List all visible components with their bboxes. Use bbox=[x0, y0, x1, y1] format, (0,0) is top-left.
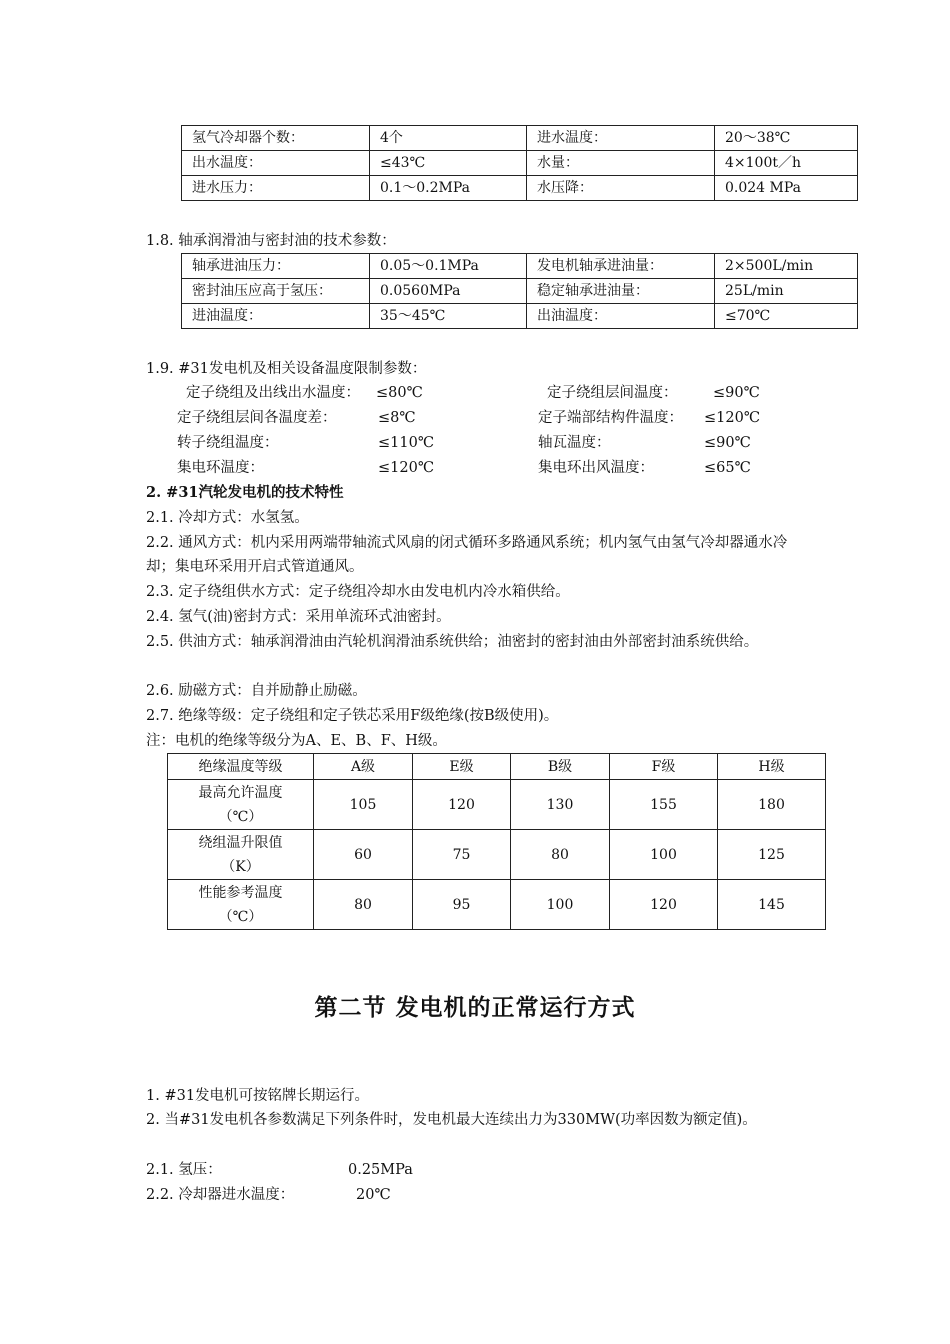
table-cell: 125 bbox=[718, 830, 826, 880]
table-cell: 130 bbox=[511, 780, 610, 830]
table-cell: 稳定轴承进油量： bbox=[527, 279, 715, 304]
row-unit: （℃） bbox=[218, 808, 263, 825]
limit-label: 集电环出风温度： bbox=[538, 460, 654, 476]
table-cell: 密封油压应高于氢压： bbox=[182, 279, 370, 304]
row-label-cell bbox=[168, 880, 314, 930]
limit-value: ≤90℃ bbox=[704, 435, 751, 451]
table-cell: 发电机轴承进油量： bbox=[527, 254, 715, 279]
table-cell: 进水温度： bbox=[527, 126, 715, 151]
condition-value: 20℃ bbox=[356, 1187, 391, 1203]
row-label-cell bbox=[168, 830, 314, 880]
list-item: 2.6. 励磁方式：自并励静止励磁。 bbox=[146, 683, 367, 699]
header-cell: A级 bbox=[314, 754, 413, 780]
table-row bbox=[168, 880, 826, 930]
table-cell: 120 bbox=[413, 780, 511, 830]
insulation-class-table bbox=[167, 753, 826, 930]
list-item: 2.3. 定子绕组供水方式：定子绕组冷却水由发电机内冷水箱供给。 bbox=[146, 584, 570, 600]
table-header-row bbox=[168, 754, 826, 780]
header-cell: H级 bbox=[718, 754, 826, 780]
table-cell: ≤70℃ bbox=[715, 304, 858, 329]
table-cell: 100 bbox=[511, 880, 610, 930]
limit-value: ≤120℃ bbox=[378, 460, 435, 476]
table-cell: 75 bbox=[413, 830, 511, 880]
table-row bbox=[182, 254, 858, 279]
header-cell: B级 bbox=[511, 754, 610, 780]
table-cell: 氢气冷却器个数： bbox=[182, 126, 370, 151]
header-cell: E级 bbox=[413, 754, 511, 780]
row-label: 绕组温升限值 bbox=[198, 834, 283, 851]
limit-value: ≤65℃ bbox=[704, 460, 751, 476]
limit-value: ≤90℃ bbox=[713, 385, 760, 401]
table-cell: 进水压力： bbox=[182, 176, 370, 201]
limit-label: 定子端部结构件温度： bbox=[538, 410, 683, 426]
table-cell: 180 bbox=[718, 780, 826, 830]
table-cell: 0.05～0.1MPa bbox=[370, 254, 527, 279]
section-1-9-heading: 1.9. #31发电机及相关设备温度限制参数： bbox=[146, 361, 427, 377]
list-item: 2.2. 通风方式：机内采用两端带轴流式风扇的闭式循环多路通风系统；机内氢气由氢气冷却器通水冷却；集电环采用开启式管道通风。 bbox=[146, 535, 788, 575]
note-text: 注：电机的绝缘等级分为A、E、B、F、H级。 bbox=[146, 733, 447, 749]
condition-value: 0.25MPa bbox=[348, 1162, 413, 1178]
table-cell: 进油温度： bbox=[182, 304, 370, 329]
table-cell: 35～45℃ bbox=[370, 304, 527, 329]
table-cell: 轴承进油压力： bbox=[182, 254, 370, 279]
table-cell: 60 bbox=[314, 830, 413, 880]
section-2-heading: 2. #31汽轮发电机的技术特性 bbox=[146, 484, 344, 501]
table-header bbox=[168, 754, 826, 780]
table-cell: 水压降： bbox=[527, 176, 715, 201]
limit-label: 定子绕组层间温度： bbox=[547, 385, 678, 401]
limit-label: 集电环温度： bbox=[177, 460, 264, 476]
row-unit: （℃） bbox=[218, 908, 263, 925]
section-1-8-heading: 1.8. 轴承润滑油与密封油的技术参数： bbox=[146, 233, 396, 249]
table-cell: 95 bbox=[413, 880, 511, 930]
table-row bbox=[182, 176, 858, 201]
table-cell: 105 bbox=[314, 780, 413, 830]
list-item: 1. #31发电机可按铭牌长期运行。 bbox=[146, 1088, 370, 1104]
row-label-cell bbox=[168, 780, 314, 830]
list-item: 2.5. 供油方式：轴承润滑油由汽轮机润滑油系统供给；油密封的密封油由外部密封油系统供给。 bbox=[146, 634, 759, 650]
list-item: 2.4. 氢气(油)密封方式：采用单流环式油密封。 bbox=[146, 609, 451, 625]
condition-label: 2.1. 氢压： bbox=[146, 1162, 222, 1178]
table-row bbox=[182, 304, 858, 329]
table-body bbox=[182, 254, 858, 329]
list-item: 2. 当#31发电机各参数满足下列条件时，发电机最大连续出力为330MW(功率因数为额定值)。 bbox=[146, 1112, 757, 1128]
table-cell: ≤43℃ bbox=[370, 151, 527, 176]
table-row bbox=[168, 780, 826, 830]
section-title: 第二节 发电机的正常运行方式 bbox=[314, 995, 636, 1021]
row-unit: （K） bbox=[221, 858, 260, 875]
hydrogen-cooler-table bbox=[181, 125, 858, 201]
table-body bbox=[168, 780, 826, 930]
header-cell: 绝缘温度等级 bbox=[168, 754, 314, 780]
limit-label: 定子绕组层间各温度差： bbox=[177, 410, 337, 426]
table-row bbox=[168, 830, 826, 880]
row-label: 最高允许温度 bbox=[198, 784, 283, 801]
table-cell: 0.1～0.2MPa bbox=[370, 176, 527, 201]
table-cell: 80 bbox=[314, 880, 413, 930]
table-row bbox=[182, 126, 858, 151]
limit-value: ≤120℃ bbox=[704, 410, 761, 426]
table-row bbox=[182, 151, 858, 176]
table-cell: 120 bbox=[610, 880, 718, 930]
table-cell: 2×500L/min bbox=[715, 254, 858, 279]
table-cell: 155 bbox=[610, 780, 718, 830]
limit-value: ≤110℃ bbox=[378, 435, 435, 451]
table-cell: 80 bbox=[511, 830, 610, 880]
table-cell: 4×100t／h bbox=[715, 151, 858, 176]
table-cell: 4个 bbox=[370, 126, 527, 151]
lubrication-oil-table bbox=[181, 253, 858, 329]
table-cell: 0.0560MPa bbox=[370, 279, 527, 304]
limit-label: 定子绕组及出线出水温度： bbox=[186, 385, 360, 401]
table-cell: 出油温度： bbox=[527, 304, 715, 329]
header-cell: F级 bbox=[610, 754, 718, 780]
table-cell: 水量： bbox=[527, 151, 715, 176]
table-cell: 出水温度： bbox=[182, 151, 370, 176]
limit-label: 轴瓦温度： bbox=[538, 435, 611, 451]
table-cell: 0.024 MPa bbox=[715, 176, 858, 201]
row-label: 性能参考温度 bbox=[198, 884, 283, 901]
table-row bbox=[182, 279, 858, 304]
list-item: 2.1. 冷却方式：水氢氢。 bbox=[146, 510, 309, 526]
table-cell: 100 bbox=[610, 830, 718, 880]
limit-label: 转子绕组温度： bbox=[177, 435, 279, 451]
limit-value: ≤8℃ bbox=[378, 410, 416, 426]
table-cell: 20～38℃ bbox=[715, 126, 858, 151]
table-body bbox=[182, 126, 858, 201]
list-item: 2.7. 绝缘等级：定子绕组和定子铁芯采用F级绝缘(按B级使用)。 bbox=[146, 708, 559, 724]
table-cell: 25L/min bbox=[715, 279, 858, 304]
condition-label: 2.2. 冷却器进水温度： bbox=[146, 1187, 295, 1203]
table-cell: 145 bbox=[718, 880, 826, 930]
limit-value: ≤80℃ bbox=[376, 385, 423, 401]
